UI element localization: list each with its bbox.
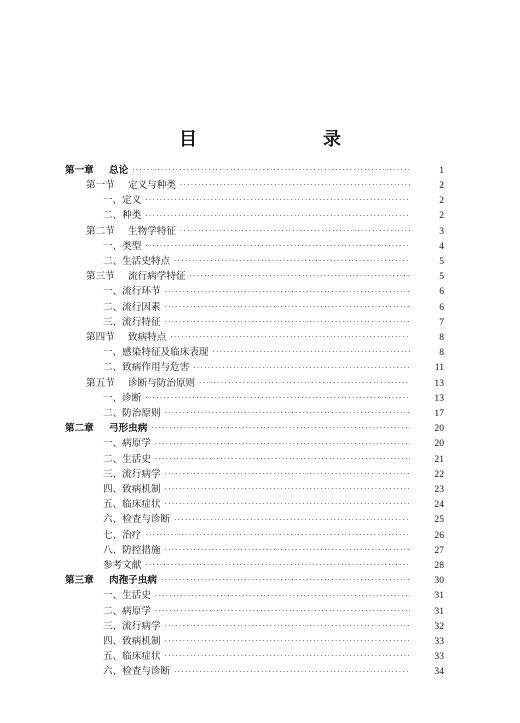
toc-entry-text: 二、病原学	[103, 605, 151, 617]
toc-entry-label	[0, 622, 161, 632]
toc-entry-page-number: 32	[434, 620, 444, 632]
toc-entry-section	[0, 376, 520, 391]
toc-entry-label	[0, 485, 161, 495]
toc-entry-label	[0, 394, 141, 404]
toc-entry-sub	[0, 209, 520, 224]
toc-entry-label	[0, 561, 141, 571]
toc-entry-text: 一、生活史	[103, 590, 151, 602]
toc-entry-label	[0, 637, 161, 647]
dot-leader	[213, 349, 410, 356]
toc-entry-sub	[0, 513, 520, 528]
toc-entry-text: 二、流行因素	[103, 301, 161, 313]
toc-entry-page-number: 21	[434, 453, 444, 465]
toc-entry-sub	[0, 452, 520, 467]
dot-leader	[155, 456, 410, 463]
toc-entry-text: 一、病原学	[103, 438, 151, 450]
toc-entry-number: 第二节	[86, 225, 115, 237]
toc-entry-label	[0, 242, 141, 252]
toc-entry-page-number: 8	[439, 347, 444, 359]
toc-entry-label	[0, 470, 161, 480]
dot-leader	[145, 243, 410, 250]
dot-leader	[151, 425, 410, 432]
toc-entry-label	[0, 303, 161, 313]
toc-entry-number: 第三章	[65, 575, 94, 587]
toc-entry-label	[0, 515, 170, 525]
toc-entry-sub	[0, 315, 520, 330]
toc-entry-sub	[0, 345, 520, 360]
toc-entry-label	[0, 667, 170, 677]
toc-entry-sub	[0, 437, 520, 452]
toc-entry-chapter	[0, 163, 520, 178]
toc-entry-number: 第一节	[86, 179, 115, 191]
dot-leader	[155, 593, 410, 600]
toc-entry-text: 致病特点	[128, 331, 167, 343]
toc-entry-text: 三、流行特征	[103, 316, 161, 328]
toc-entry-page-number: 3	[439, 225, 444, 237]
toc-entry-label	[0, 257, 170, 267]
toc-entry-text: 一、类型	[103, 240, 142, 252]
toc-entry-sub	[0, 285, 520, 300]
toc-entry-sub	[0, 406, 520, 421]
toc-entry-label	[0, 455, 151, 465]
toc-entry-page-number: 28	[434, 559, 444, 571]
toc-entry-page-number: 6	[439, 301, 444, 313]
toc-entry-text: 三、流行病学	[103, 468, 161, 480]
toc-entry-page-number: 4	[439, 240, 444, 252]
toc-entry-section	[0, 224, 520, 239]
toc-entry-label	[0, 424, 147, 434]
dot-leader	[155, 608, 410, 615]
toc-entry-label	[0, 227, 176, 237]
toc-entry-sub	[0, 300, 520, 315]
toc-entry-label	[0, 576, 157, 586]
toc-entry-sub	[0, 361, 520, 376]
toc-entry-label	[0, 166, 128, 176]
toc-entry-text: 二、种类	[103, 210, 142, 222]
toc-entry-label	[0, 500, 161, 510]
toc-entry-ref	[0, 558, 520, 573]
toc-entry-sub	[0, 604, 520, 619]
toc-entry-label	[0, 531, 141, 541]
page-title: 目 录	[179, 129, 371, 150]
dot-leader	[170, 334, 410, 341]
dot-leader	[174, 258, 410, 265]
toc-entry-page-number: 5	[439, 271, 444, 283]
toc-entry-label	[0, 439, 151, 449]
toc-entry-text: 四、致病机制	[103, 635, 161, 647]
toc-entry-page-number: 26	[434, 529, 444, 541]
dot-leader	[145, 532, 410, 539]
toc-entry-label	[0, 181, 176, 191]
toc-entry-sub	[0, 619, 520, 634]
toc-entry-text: 三、流行病学	[103, 620, 161, 632]
toc-entry-page-number: 5	[439, 255, 444, 267]
dot-leader	[161, 577, 410, 584]
toc-entry-text: 二、生活史	[103, 453, 151, 465]
dot-leader	[180, 228, 410, 235]
toc-entry-number: 第一章	[65, 164, 94, 176]
toc-entry-text: 一、流行环节	[103, 286, 161, 298]
toc-entry-label	[0, 318, 161, 328]
toc-entry-page-number: 24	[434, 499, 444, 511]
toc-entry-page-number: 33	[434, 651, 444, 663]
toc-entry-label	[0, 546, 161, 556]
toc-entry-page-number: 34	[434, 666, 444, 678]
dot-leader	[190, 273, 410, 280]
toc-entry-chapter	[0, 421, 520, 436]
dot-leader	[199, 380, 410, 387]
toc-entry-text: 肉孢子虫病	[109, 575, 157, 587]
toc-entry-label	[0, 379, 195, 389]
toc-entry-text: 五、临床症状	[103, 499, 161, 511]
toc-entry-page-number: 7	[439, 316, 444, 328]
toc-entry-label	[0, 287, 161, 297]
toc-entry-text: 一、感染特征及临床表现	[103, 347, 209, 359]
toc-entry-page-number: 31	[434, 605, 444, 617]
dot-leader	[165, 410, 410, 417]
toc-entry-page-number: 6	[439, 286, 444, 298]
toc-entry-page-number: 2	[439, 210, 444, 222]
toc-entry-text: 八、防控措施	[103, 544, 161, 556]
toc-entry-sub	[0, 665, 520, 680]
dot-leader	[165, 623, 410, 630]
toc-entry-page-number: 31	[434, 590, 444, 602]
dot-leader	[165, 638, 410, 645]
toc-entry-label	[0, 272, 186, 282]
dot-leader	[174, 517, 410, 524]
dot-leader	[165, 471, 410, 478]
toc-entry-sub	[0, 528, 520, 543]
toc-entry-sub	[0, 589, 520, 604]
toc-entry-text: 定义与种类	[128, 179, 176, 191]
toc-entry-text: 二、生活史特点	[103, 255, 171, 267]
toc-entry-page-number: 22	[434, 468, 444, 480]
toc-entry-label	[0, 196, 141, 206]
toc-entry-text: 二、致病作用与危害	[103, 362, 190, 374]
toc-entry-page-number: 27	[434, 544, 444, 556]
toc-entry-label	[0, 333, 166, 343]
toc-entry-sub	[0, 649, 520, 664]
toc-entry-page-number: 25	[434, 514, 444, 526]
toc-entry-number: 第四节	[86, 331, 115, 343]
toc-entry-text: 六、检查与诊断	[103, 666, 171, 678]
toc-entry-label	[0, 409, 161, 419]
dot-leader	[165, 547, 410, 554]
toc-entry-text: 五、临床症状	[103, 651, 161, 663]
dot-leader	[174, 669, 410, 676]
toc-entry-label	[0, 607, 151, 617]
toc-entry-page-number: 11	[434, 362, 444, 374]
toc-entry-text: 参考文献	[103, 559, 142, 571]
toc-entry-section	[0, 269, 520, 284]
toc-entry-page-number: 33	[434, 635, 444, 647]
toc-entry-label	[0, 348, 209, 358]
toc-entry-chapter	[0, 573, 520, 588]
toc-entry-section	[0, 178, 520, 193]
toc-entry-page-number: 2	[439, 195, 444, 207]
toc-entry-sub	[0, 634, 520, 649]
toc-entry-number: 第二章	[65, 423, 94, 435]
toc-entry-page-number: 2	[439, 179, 444, 191]
toc-entry-page-number: 1	[439, 164, 444, 176]
toc-entry-text: 四、致病机制	[103, 483, 161, 495]
dot-leader	[165, 501, 410, 508]
toc-entry-sub	[0, 543, 520, 558]
toc-entry-text: 流行病学特征	[128, 271, 186, 283]
toc-entry-text: 一、定义	[103, 195, 142, 207]
dot-leader	[165, 304, 410, 311]
toc-entry-section	[0, 330, 520, 345]
toc-entry-sub	[0, 193, 520, 208]
toc-entry-page-number: 23	[434, 483, 444, 495]
dot-leader	[145, 213, 410, 220]
toc-entry-text: 七、治疗	[103, 529, 142, 541]
dot-leader	[165, 319, 410, 326]
toc-entry-text: 二、防治原则	[103, 407, 161, 419]
toc-entry-sub	[0, 482, 520, 497]
toc-entry-label	[0, 363, 189, 373]
toc-entry-page-number: 13	[434, 377, 444, 389]
dot-leader	[132, 167, 410, 174]
toc-entry-page-number: 20	[434, 423, 444, 435]
toc-entry-number: 第三节	[86, 271, 115, 283]
toc-entry-number: 第五节	[86, 377, 115, 389]
toc-entry-sub	[0, 254, 520, 269]
toc-entry-text: 一、诊断	[103, 392, 142, 404]
dot-leader	[145, 562, 410, 569]
toc-entry-sub	[0, 239, 520, 254]
toc-entry-label	[0, 211, 141, 221]
toc-entry-label	[0, 652, 161, 662]
toc-entry-page-number: 8	[439, 331, 444, 343]
toc-entry-page-number: 17	[434, 407, 444, 419]
toc-entry-text: 六、检查与诊断	[103, 514, 171, 526]
dot-leader	[155, 441, 410, 448]
toc-entry-page-number: 30	[434, 575, 444, 587]
dot-leader	[165, 486, 410, 493]
dot-leader	[180, 182, 410, 189]
dot-leader	[145, 395, 410, 402]
dot-leader	[193, 365, 410, 372]
toc-entry-label	[0, 591, 151, 601]
toc-entry-sub	[0, 391, 520, 406]
toc-entry-sub	[0, 497, 520, 512]
toc-entry-sub	[0, 467, 520, 482]
toc-entry-page-number: 20	[434, 438, 444, 450]
toc-entry-text: 生物学特征	[128, 225, 176, 237]
toc-entry-page-number: 13	[434, 392, 444, 404]
toc-entry-text: 总论	[109, 164, 129, 176]
toc-entry-text: 弓形虫病	[109, 423, 148, 435]
dot-leader	[165, 289, 410, 296]
dot-leader	[145, 197, 410, 204]
dot-leader	[165, 653, 410, 660]
toc-entry-text: 诊断与防治原则	[128, 377, 196, 389]
